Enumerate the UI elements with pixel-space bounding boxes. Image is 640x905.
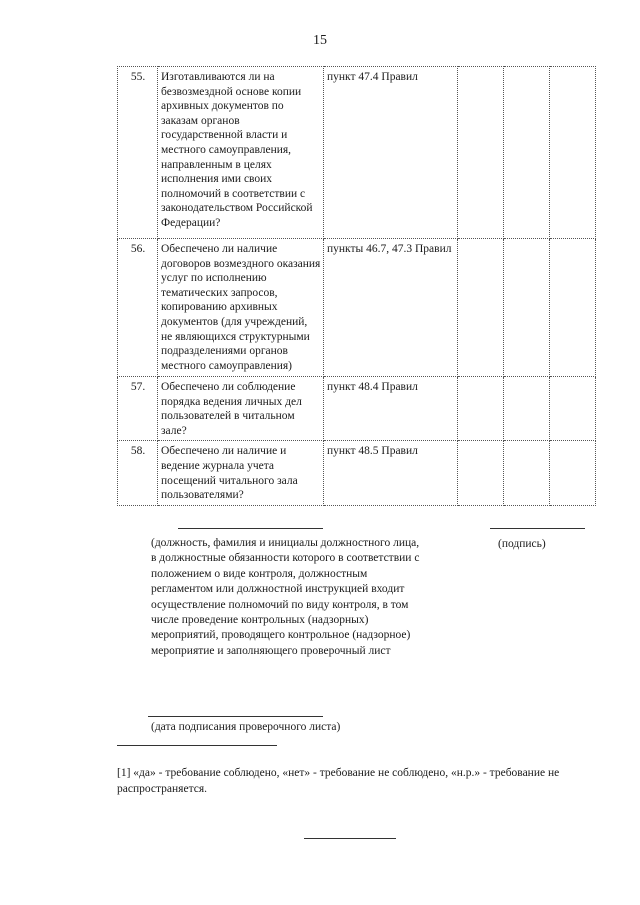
answer-cell-yes[interactable] — [458, 67, 504, 239]
date-caption: (дата подписания проверочного листа) — [151, 721, 341, 733]
table-row — [118, 377, 596, 441]
answer-cell-na[interactable] — [550, 67, 596, 239]
answer-cell-yes[interactable] — [458, 377, 504, 441]
footnote: [1] «да» - требование соблюдено, «нет» - требование не соблюдено, «н.р.» - требование не распространяется. — [117, 767, 560, 795]
answer-cell-na[interactable] — [550, 239, 596, 377]
row-number: 55. — [118, 67, 158, 239]
table-row — [118, 441, 596, 505]
answer-cell-na[interactable] — [550, 441, 596, 505]
answer-cell-no[interactable] — [504, 377, 550, 441]
position-caption: (должность, фамилия и инициалы должностного лица, в должностные обязанности которого в соответствии с положением о виде контроля, должностным регламентом или должностной инструкцией входит осуществление полномочий по виду контроля, в том числе проведение контрольных (надзорных) мероприятий, проводящего контрольное (надзорное) мероприятие и заполняющего проверочный лист — [151, 537, 420, 657]
signature-caption: (подпись) — [498, 538, 546, 550]
row-reference: пункт 48.4 Правил — [324, 377, 458, 441]
footnote-separator — [117, 745, 277, 746]
row-reference: пункт 47.4 Правил — [324, 67, 458, 239]
table-row — [118, 67, 596, 239]
answer-cell-na[interactable] — [550, 377, 596, 441]
signature-fill-line[interactable] — [490, 528, 585, 529]
answer-cell-no[interactable] — [504, 441, 550, 505]
answer-cell-yes[interactable] — [458, 239, 504, 377]
bottom-separator — [304, 838, 396, 839]
row-reference: пункт 48.5 Правил — [324, 441, 458, 505]
table-row — [118, 239, 596, 377]
row-reference: пункты 46.7, 47.3 Правил — [324, 239, 458, 377]
date-fill-line[interactable] — [148, 716, 323, 717]
page-number: 15 — [313, 33, 327, 48]
answer-cell-yes[interactable] — [458, 441, 504, 505]
row-number: 56. — [118, 239, 158, 377]
row-question: Обеспечено ли наличие договоров возмездного оказания услуг по исполнению тематических запросов, копированию архивных документов (для учреждений, не являющихся структурными подразделениями органов местного самоуправления) — [158, 239, 324, 377]
row-number: 57. — [118, 377, 158, 441]
position-fill-line[interactable] — [178, 528, 323, 529]
row-question: Обеспечено ли наличие и ведение журнала учета посещений читального зала пользователями? — [158, 441, 324, 505]
checklist-table — [117, 66, 596, 506]
row-number: 58. — [118, 441, 158, 505]
row-question: Обеспечено ли соблюдение порядка ведения личных дел пользователей в читальном зале? — [158, 377, 324, 441]
answer-cell-no[interactable] — [504, 239, 550, 377]
answer-cell-no[interactable] — [504, 67, 550, 239]
row-question: Изготавливаются ли на безвозмездной основе копии архивных документов по заказам органов государственной власти и местного самоуправления, направленным в целях исполнения ими своих полномочий в соответствии с законодательством Российской Федерации? — [158, 67, 324, 239]
